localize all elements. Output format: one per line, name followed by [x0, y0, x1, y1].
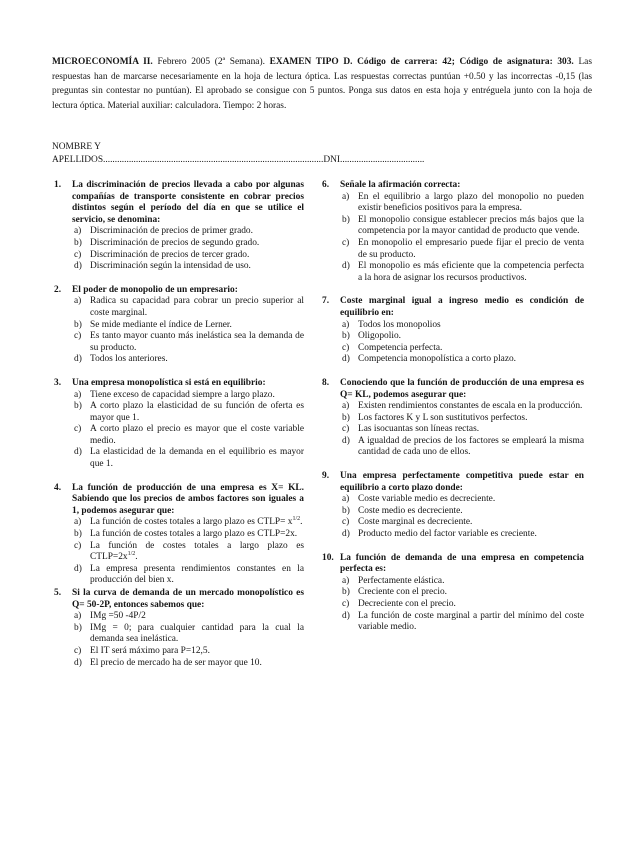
- question-text: Una empresa monopolística si está en equilibrio:: [72, 377, 266, 388]
- option-text: La función de costes totales a largo plazo es CTLP=2x: [90, 540, 304, 563]
- option-b: [72, 401, 304, 424]
- question-6: [322, 180, 584, 284]
- option-d: [340, 529, 584, 541]
- option-text: Tiene exceso de capacidad siempre a largo plazo.: [90, 389, 275, 400]
- option-d: [72, 658, 304, 670]
- question-text: Si la curva de demanda de un mercado monopolístico es Q= 50-2P, entonces sabemos que:: [72, 588, 304, 610]
- option-letter: d): [342, 529, 350, 540]
- question-text: La función de demanda de una empresa en competencia perfecta es:: [340, 552, 584, 575]
- option-letter: a): [342, 575, 350, 586]
- option-letter: d): [74, 354, 82, 365]
- option-letter: b): [74, 237, 82, 248]
- option-letter: d): [342, 354, 350, 365]
- exam-date: Febrero 2005 (2ª Semana).: [152, 57, 270, 67]
- option-d: [72, 447, 304, 470]
- option-b: [340, 587, 584, 599]
- option-text: La elasticidad de la demanda en el equilibrio es mayor que 1.: [90, 447, 304, 470]
- option-a: [72, 611, 304, 623]
- option-text: En monopolio el empresario puede fijar el precio de venta de su producto.: [358, 237, 584, 260]
- option-text: La empresa presenta rendimientos constantes en la producción del bien x.: [90, 563, 304, 586]
- question-8: [322, 378, 584, 459]
- option-text: Producto medio del factor variable es creciente.: [358, 529, 537, 540]
- option-letter: a): [74, 517, 82, 528]
- exam-header: [52, 55, 592, 113]
- name-label: NOMBRE Y: [52, 142, 101, 152]
- option-c: [72, 646, 304, 658]
- question-text: El poder de monopolio de un empresario:: [72, 284, 238, 295]
- option-d: [340, 611, 584, 634]
- question-number: 10.: [322, 552, 334, 563]
- option-letter: a): [342, 319, 350, 330]
- option-letter: c): [74, 331, 82, 342]
- question-number: 2.: [54, 284, 62, 295]
- option-text: Es tanto mayor cuanto más inelástica sea la demanda de su producto.: [90, 331, 304, 353]
- question-text: Coste marginal igual a ingreso medio es condición de equilibrio en:: [340, 296, 584, 318]
- option-text: IMg = 0; para cualquier cantidad para la cual la demanda sea inelástica.: [90, 622, 304, 645]
- option-text: La función de coste marginal a partir del mínimo del coste variable medio.: [358, 610, 584, 633]
- option-a: [340, 494, 584, 506]
- option-text: A corto plazo el precio es mayor que el coste variable medio.: [90, 424, 304, 446]
- option-b: [340, 215, 584, 238]
- option-text: A igualdad de precios de los factores se empleará la misma cantidad de cada uno de ellos.: [358, 435, 584, 458]
- exam-type: EXAMEN TIPO D. Código de carrera: 42; Código de asignatura: 303.: [269, 57, 574, 67]
- option-text: En el equilibrio a largo plazo del monopolio no pueden existir beneficios positivos para la empresa.: [358, 191, 584, 214]
- option-text: Los factores K y L son sustitutivos perfectos.: [358, 412, 528, 423]
- option-letter: c): [342, 237, 350, 248]
- question-text: La función de producción de una empresa es X= KL. Sabiendo que los precios de ambos factores son iguales a 1, podemos asegurar que:: [72, 482, 304, 516]
- option-letter: c): [342, 424, 350, 435]
- option-letter: b): [342, 505, 350, 516]
- option-text: Las isocuantas son líneas rectas.: [358, 424, 480, 435]
- question-7: [322, 296, 584, 366]
- option-letter: b): [74, 622, 82, 633]
- question-1: [54, 180, 304, 273]
- option-letter: c): [342, 517, 350, 528]
- option-c: [340, 599, 584, 611]
- option-text: Oligopolio.: [358, 331, 401, 342]
- exponent: 1/2: [127, 551, 136, 558]
- question-number: 5.: [54, 588, 62, 598]
- option-letter: d): [342, 261, 350, 272]
- question-4: [54, 483, 304, 587]
- option-text: Radica su capacidad para cobrar un precio superior al coste marginal.: [90, 296, 304, 318]
- exponent: 1/2: [292, 516, 301, 523]
- option-text: A corto plazo la elasticidad de su función de oferta es mayor que 1.: [90, 401, 304, 423]
- option-c: [72, 541, 304, 564]
- option-letter: a): [74, 296, 82, 307]
- question-text: Una empresa perfectamente competitiva puede estar en equilibrio a corto plazo donde:: [340, 471, 584, 493]
- option-letter: d): [74, 563, 82, 574]
- question-3: [54, 378, 304, 471]
- option-letter: b): [74, 319, 82, 330]
- option-c: [340, 517, 584, 529]
- option-a: [72, 226, 304, 238]
- option-a: [72, 296, 304, 319]
- option-letter: a): [74, 611, 82, 622]
- option-text: IMg =50 -4P/2: [90, 611, 146, 622]
- option-text: El monopolio es más eficiente que la competencia perfecta a la hora de asignar los recursos productivos.: [358, 261, 584, 283]
- option-text: Decreciente con el precio.: [358, 599, 456, 609]
- question-number: 1.: [54, 180, 62, 190]
- option-letter: a): [74, 389, 82, 400]
- option-letter: c): [74, 249, 82, 260]
- option-letter: c): [74, 645, 82, 656]
- option-d: [340, 261, 584, 284]
- option-a: [340, 192, 584, 215]
- question-number: 3.: [54, 377, 62, 388]
- option-b: [340, 506, 584, 518]
- option-c: [340, 238, 584, 261]
- right-column: [322, 180, 584, 634]
- option-letter: b): [342, 214, 350, 225]
- option-text: La función de costes totales a largo plazo es CTLP=2x.: [90, 529, 298, 540]
- option-letter: d): [74, 447, 82, 458]
- option-a: [340, 576, 584, 588]
- option-text-end: .: [135, 552, 138, 563]
- option-letter: a): [342, 401, 350, 412]
- question-10: [322, 553, 584, 634]
- option-letter: d): [74, 657, 82, 668]
- option-b: [340, 331, 584, 343]
- option-text: Se mide mediante el índice de Lerner.: [90, 319, 232, 330]
- option-text: Existen rendimientos constantes de escala en la producción.: [358, 401, 583, 412]
- option-letter: c): [342, 599, 350, 609]
- question-text: Conociendo que la función de producción de una empresa es Q= KL, podemos asegurar que:: [340, 377, 584, 400]
- option-letter: a): [342, 191, 350, 202]
- option-text: El IT será máximo para P=12,5.: [90, 645, 210, 656]
- option-letter: d): [342, 435, 350, 446]
- surname-dni-line: APELLIDOS..............................................................................................DNI....................................: [52, 154, 425, 165]
- option-letter: c): [342, 342, 350, 353]
- option-letter: c): [74, 424, 82, 435]
- option-text: Coste marginal es decreciente.: [358, 517, 473, 528]
- option-a: [72, 390, 304, 402]
- option-d: [340, 354, 584, 366]
- option-letter: b): [74, 401, 82, 412]
- option-text: Competencia perfecta.: [358, 342, 443, 353]
- option-text: Creciente con el precio.: [358, 587, 448, 598]
- option-c: [340, 343, 584, 355]
- question-5: [54, 588, 304, 669]
- option-text: Discriminación de precios de primer grado.: [90, 226, 253, 237]
- question-number: 9.: [322, 471, 330, 482]
- option-text: Todos los monopolios: [358, 319, 441, 330]
- option-text: Perfectamente elástica.: [358, 575, 445, 586]
- option-b: [72, 320, 304, 332]
- option-d: [72, 261, 304, 273]
- option-b: [72, 238, 304, 250]
- option-text: El monopolio consigue establecer precios más bajos que la competencia por la mayor cantidad de producto que vende.: [358, 214, 584, 237]
- subject-title: MICROECONOMÍA II.: [52, 57, 153, 67]
- option-letter: b): [74, 529, 82, 540]
- option-text: Discriminación de precios de tercer grado.: [90, 249, 250, 260]
- question-number: 7.: [322, 296, 330, 307]
- question-9: [322, 471, 584, 541]
- option-b: [72, 623, 304, 646]
- option-letter: a): [342, 494, 350, 505]
- option-letter: b): [342, 412, 350, 423]
- option-text: Discriminación de precios de segundo grado.: [90, 237, 260, 248]
- question-number: 4.: [54, 482, 62, 493]
- option-letter: c): [74, 540, 82, 551]
- exam-instructions: Las respuestas han de marcarse necesariamente en la hoja de lectura óptica. Las respuestas correctas puntúan +0.50 y las incorrectas -0,15 (las preguntas sin contestar no puntúan). El aprobado se consigue con 5 puntos. Ponga sus datos en esta hoja y entréguela junto con la hoja de lectura óptica. Material auxiliar: calculadora. Tiempo: 2 horas.: [52, 57, 592, 111]
- option-letter: d): [74, 261, 82, 272]
- option-c: [340, 424, 584, 436]
- option-d: [72, 354, 304, 366]
- option-b: [72, 529, 304, 541]
- question-text: Señale la afirmación correcta:: [340, 180, 461, 190]
- option-c: [72, 331, 304, 354]
- option-d: [72, 564, 304, 587]
- question-number: 6.: [322, 180, 330, 190]
- option-letter: b): [342, 331, 350, 342]
- option-a: [340, 320, 584, 332]
- question-number: 8.: [322, 377, 330, 388]
- student-form: [52, 141, 592, 167]
- option-text-end: .: [300, 517, 303, 528]
- option-text: La función de costes totales a largo plazo es CTLP= x: [90, 517, 293, 528]
- option-a: [340, 401, 584, 413]
- option-text: Competencia monopolística a corto plazo.: [358, 354, 517, 365]
- option-text: Coste medio es decreciente.: [358, 505, 463, 516]
- question-text: La discriminación de precios llevada a cabo por algunas compañías de transporte consistente en cobrar precios distintos según el período del día en que se utilice el servicio, se denomina:: [72, 180, 304, 225]
- option-b: [340, 413, 584, 425]
- left-column: [54, 180, 304, 669]
- option-text: El precio de mercado ha de ser mayor que 10.: [90, 657, 262, 668]
- option-text: Discriminación según la intensidad de uso.: [90, 261, 251, 272]
- option-d: [340, 436, 584, 459]
- option-text: Todos los anteriores.: [90, 354, 168, 365]
- option-letter: d): [342, 610, 350, 621]
- question-2: [54, 285, 304, 366]
- option-letter: a): [74, 226, 82, 237]
- option-letter: b): [342, 587, 350, 598]
- option-c: [72, 250, 304, 262]
- option-text: Coste variable medio es decreciente.: [358, 494, 496, 505]
- option-c: [72, 424, 304, 447]
- option-a: [72, 517, 304, 529]
